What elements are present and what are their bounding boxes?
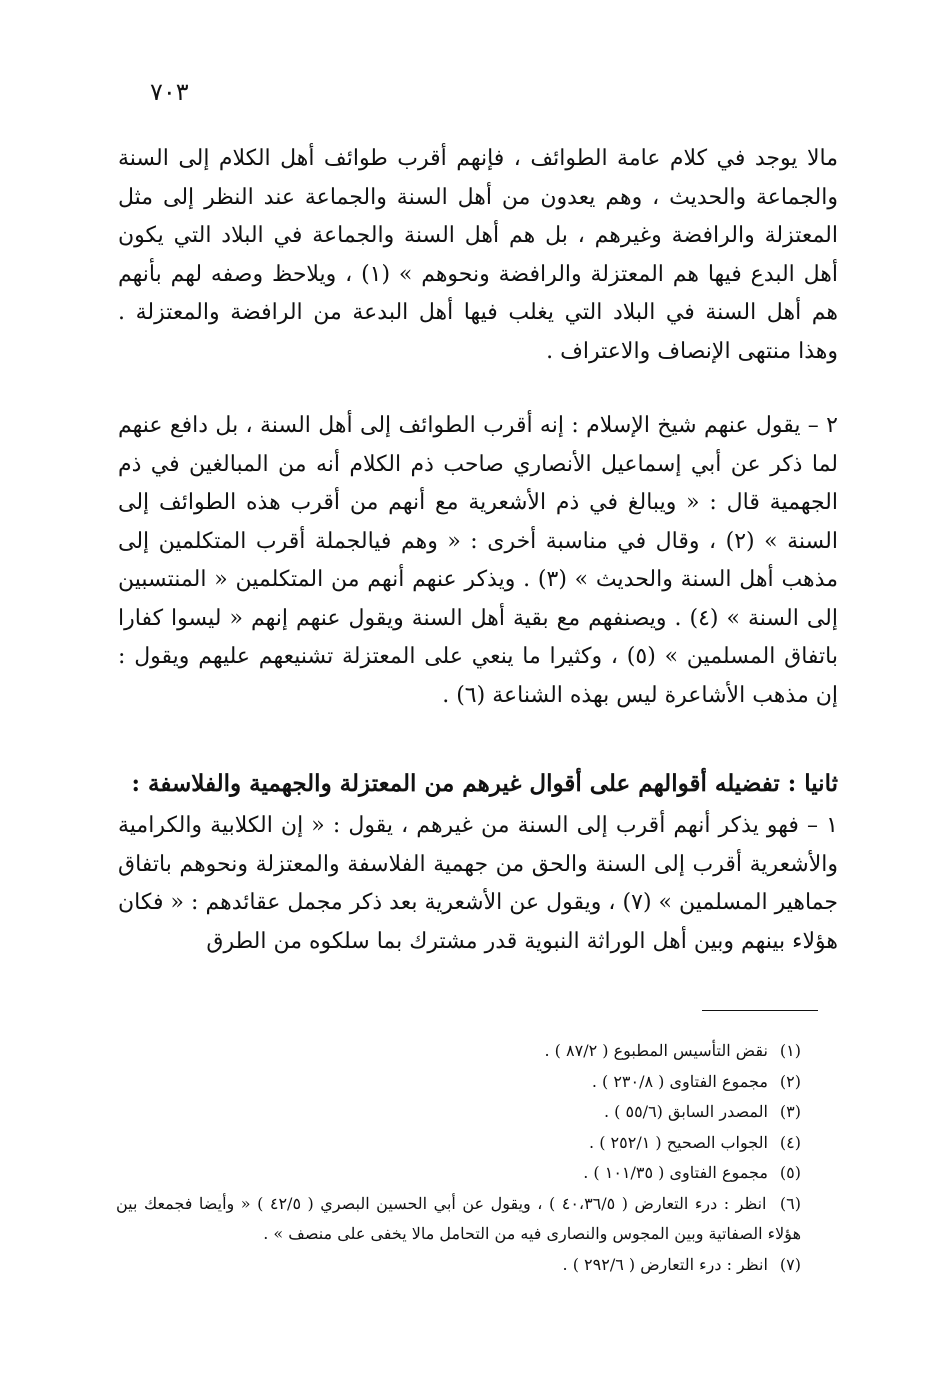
paragraph-2: ٢ – يقول عنهم شيخ الإسلام : إنه أقرب الطوائف إلى أهل السنة ، بل دافع عنهم لما ذكر عن أبي إسماعيل الأنصاري صاحب ذم الكلام أنه من المبالغين في ذم الجهمية قال : « ويبالغ في ذم الأشعرية مع أنهم من أقرب هذه الطوائف إلى السنة » (٢) ، وقال في مناسبة أخرى : « وهم فيالجملة أقرب المتكلمين إلى مذهب أهل السنة والحديث » (٣) . ويذكر عنهم أنهم من المتكلمين « المنتسبين إلى السنة » (٤) . ويصنفهم مع بقية أهل السنة ويقول عنهم إنهم « ليسوا كفارا باتفاق المسلمين » (٥) ، وكثيرا ما ينعي على المعتزلة تشنيعهم عليهم ويقول : إن مذهب الأشاعرة ليس بهذه الشناعة (٦) . (118, 413, 838, 708)
footnote-number: (٦) (779, 1193, 801, 1213)
paragraph-3: ١ – فهو يذكر أنهم أقرب إلى السنة من غيرهم ، يقول : « إن الكلابية والكرامية والأشعرية أقرب إلى السنة والحق من جهمية الفلاسفة والمعتزلة ونحوهم باتفاق جماهير المسلمين » (٧) ، ويقول عن الأشعرية بعد ذكر مجمل عقائدهم : « فكان هؤلاء بينهم وبين أهل الوراثة النبوية قدر مشترك بما سلكوه من الطرق (118, 813, 838, 954)
footnote-text: انظر : درء التعارض ( ٢٩٢/٦ ) . (562, 1254, 768, 1274)
footnote-6 (116, 1189, 821, 1250)
footnote-text: نقض التأسيس المطبوع ( ٨٧/٢ ) . (544, 1041, 768, 1060)
footnote-text: الجواب الصحيح ( ٢٥٢/١ ) . (589, 1132, 768, 1152)
footnote-number: (٧) (779, 1254, 801, 1274)
paragraph-1: مالا يوجد في كلام عامة الطوائف ، فإنهم أقرب طوائف أهل الكلام إلى السنة والجماعة والحديث ، وهم يعدون من أهل السنة والجماعة عند النظر إلى مثل المعتزلة والرافضة وغيرهم ، بل هم أهل السنة والجماعة في البلاد التي يكون أهل البدع فيها هم المعتزلة والرافضة ونحوهم » (١) ، ويلاحظ وصفه لهم بأنهم هم أهل السنة في البلاد التي يغلب فيها أهل البدعة من الرافضة والمعتزلة . وهذا منتهى الإنصاف والاعتراف . (118, 146, 838, 364)
footnote-3 (116, 1097, 821, 1128)
footnote-text: مجموع الفتاوى ( ٢٣٠/٨ ) . (591, 1071, 768, 1091)
footnote-text: انظر : درء التعارض ( ٤٠،٣٦/٥ ) ، ويقول عن أبي الحسين البصري ( ٤٢/٥ ) « وأيضا فجمعك بين هؤلاء الصفاتية وبين المجوس والنصارى فيه من التحامل مالا يخفى على منصف » . (116, 1193, 801, 1243)
footnote-number: (١) (779, 1041, 801, 1060)
footnote-number: (٥) (779, 1163, 801, 1182)
footnote-7 (116, 1250, 821, 1281)
footnote-text: المصدر السابق (٥٥/٦ ) . (603, 1102, 768, 1121)
footnote-number: (٢) (779, 1071, 801, 1091)
footnote-number: (٣) (779, 1102, 801, 1121)
footnote-text: مجموع الفتاوى ( ١٠١/٣٥ ) . (583, 1163, 768, 1182)
section-heading: ثانيا : تفضيله أقوالهم على أقوال غيرهم من المعتزلة والجهمية والفلاسفة : (131, 770, 838, 797)
footnote-number: (٤) (779, 1132, 801, 1152)
footnote-4 (116, 1128, 821, 1159)
footnote-separator (702, 1010, 818, 1011)
footnote-1 (116, 1036, 821, 1067)
page-number: ٧٠٣ (150, 78, 189, 106)
footnotes (116, 1036, 821, 1280)
footnote-5 (116, 1158, 821, 1189)
footnote-2 (116, 1067, 821, 1098)
